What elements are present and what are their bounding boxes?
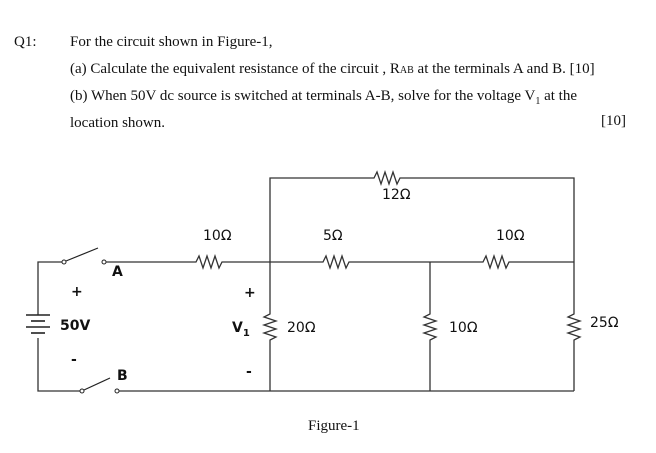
label-r20: 20Ω [287,320,316,336]
part-a-text: (a) Calculate the equivalent resistance of the circuit , R [70,61,400,77]
resistor-20 [264,310,276,344]
label-r10-left: 10Ω [203,228,232,244]
resistor-10-vertical [424,310,436,344]
v1-label [232,320,250,339]
wire-upper-right [404,178,574,262]
v1-symbol: V [232,320,243,336]
terminal-b-label: B [117,368,128,384]
switch-a [62,248,106,264]
wire-upper-left [270,178,370,262]
part-a-text-end: at the terminals A and B. [10] [413,61,595,77]
part-a-subscript: AB [399,65,414,76]
question-part-b-marks: [10] [601,113,626,129]
v1-minus: - [246,364,252,380]
question-part-b-line2: location shown. [70,115,165,131]
question-number: Q1: [14,34,37,50]
label-r5: 5Ω [323,228,343,244]
label-r10-right: 10Ω [496,228,525,244]
resistor-12 [370,172,404,184]
part-b-subscript: 1 [535,96,541,107]
switch-b [80,378,119,393]
wire-left-top [38,262,62,315]
label-r10-vertical: 10Ω [449,320,478,336]
source-minus: - [71,352,77,368]
source-plus: + [71,284,83,300]
resistor-25 [568,310,580,344]
resistor-5 [318,256,354,268]
v1-subscript: 1 [242,328,250,339]
label-r25: 25Ω [590,315,619,331]
label-r12: 12Ω [382,187,411,203]
source-label: 50V [60,318,91,334]
question-intro: For the circuit shown in Figure-1, [70,34,273,50]
battery-symbol [26,315,50,333]
figure-caption: Figure-1 [308,418,360,434]
part-b-text: (b) When 50V dc source is switched at terminals A-B, solve for the voltage V [70,88,536,104]
v1-plus: + [244,285,256,301]
terminal-a-label: A [112,264,123,280]
resistor-10-left [190,256,226,268]
resistor-10-right [478,256,514,268]
part-b-text-end: at the [540,88,577,104]
